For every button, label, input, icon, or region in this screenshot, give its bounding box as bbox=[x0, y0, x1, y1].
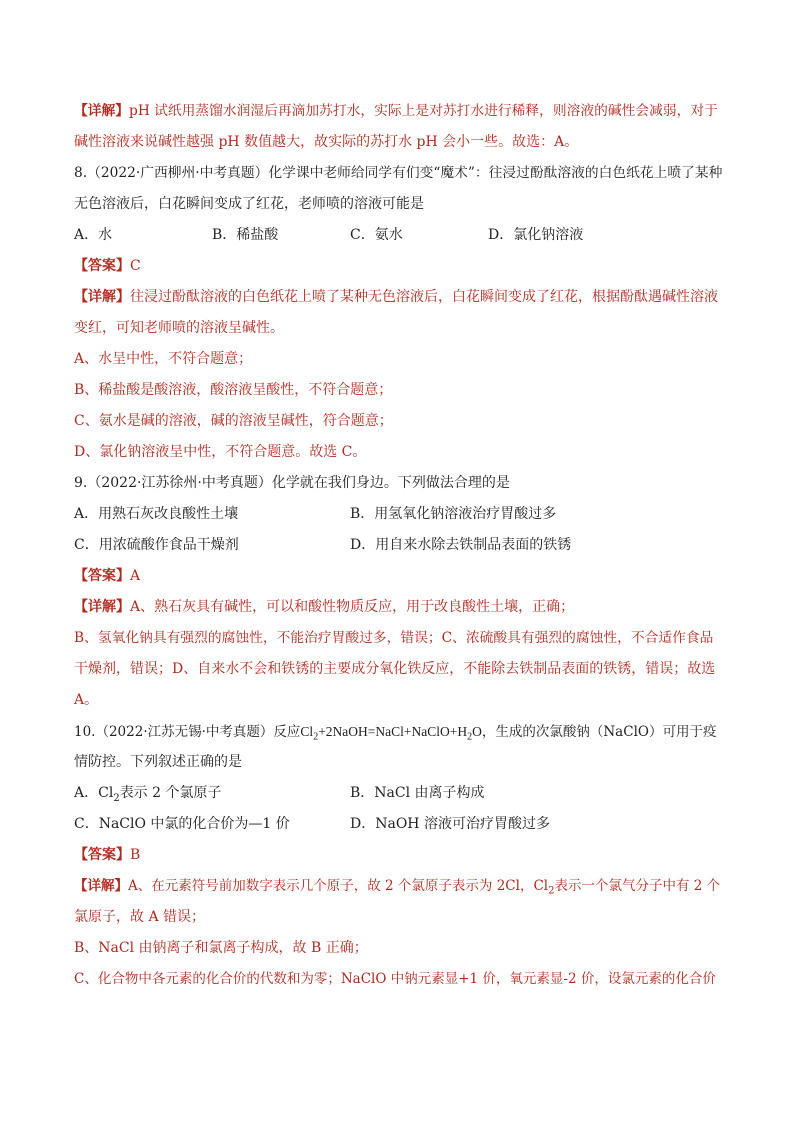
option-a: A．$Cl_2$表示 2 个氯原子 bbox=[74, 785, 222, 804]
answer-value: A bbox=[130, 568, 141, 584]
question-9-options bbox=[74, 499, 722, 530]
option-a: A．水 bbox=[74, 227, 113, 243]
option-c: C．用浓硫酸作食品干燥剂 bbox=[74, 537, 239, 553]
explain-line: D、氯化钠溶液呈中性，不符合题意。故选 C。 bbox=[74, 444, 367, 460]
answer-line bbox=[74, 840, 722, 871]
option-b: B．用氢氧化钠溶液治疗胃酸过多 bbox=[350, 506, 557, 522]
question-8-options bbox=[74, 220, 722, 251]
question-9-options bbox=[74, 530, 722, 561]
answer-line bbox=[74, 561, 722, 592]
option-c: C．NaClO 中氯的化合价为—1 价 bbox=[74, 816, 290, 832]
question-10-line: 情防控。下列叙述正确的是 bbox=[74, 754, 242, 770]
option-d: D．用自来水除去铁制品表面的铁锈 bbox=[350, 537, 572, 553]
explain-line: 【详解】往浸过酚酞溶液的白色纸花上喷了某种无色溶液后，白花瞬间变成了红花，根据酚酞遇碱性溶液 bbox=[74, 289, 718, 305]
explain-line: 【详解】A、熟石灰具有碱性，可以和酸性物质反应，用于改良酸性土壤，正确； bbox=[74, 599, 575, 615]
option-d: D．氯化钠溶液 bbox=[488, 227, 584, 243]
answer-value: B bbox=[130, 847, 141, 863]
explain-line: A。 bbox=[74, 692, 99, 708]
answer-tag: 【答案】 bbox=[74, 847, 130, 863]
question-10-line: 10.（2022·江苏无锡·中考真题）反应$Cl_2+2NaOH=NaCl+NaClO+H_2O$，生成的次氯酸钠（NaClO）可用于疫 bbox=[74, 724, 717, 743]
explain-line: A、水呈中性，不符合题意； bbox=[74, 351, 253, 367]
explain-tag: 【详解】 bbox=[74, 599, 130, 615]
explain-tag: 【详解】 bbox=[74, 289, 130, 305]
reaction-formula: $Cl_2+2NaOH=NaCl+NaClO+H_2O$ bbox=[300, 724, 482, 743]
answer-line bbox=[74, 251, 722, 282]
explain-line: 干燥剂，错误；D、自来水不会和铁锈的主要成分氧化铁反应，不能除去铁制品表面的铁锈，错误；故选 bbox=[74, 661, 716, 677]
option-c: C．氨水 bbox=[350, 227, 403, 243]
explain-line: C、氨水是碱的溶液，碱的溶液呈碱性，符合题意； bbox=[74, 413, 393, 429]
question-9-line: 9.（2022·江苏徐州·中考真题）化学就在我们身边。下列做法合理的是 bbox=[74, 475, 510, 491]
option-b: B．NaCl 由离子构成 bbox=[350, 785, 485, 801]
question-10-options bbox=[74, 809, 722, 840]
explain-line: B、稀盐酸是酸溶液，酸溶液呈酸性，不符合题意； bbox=[74, 382, 393, 398]
explain-line: C、化合物中各元素的化合价的代数和为零；NaClO 中钠元素显+1 价，氧元素显-2 价，设氯元素的化合价 bbox=[74, 971, 716, 987]
explain-line: 变红，可知老师喷的溶液呈碱性。 bbox=[74, 320, 284, 336]
question-8-line: 8.（2022·广西柳州·中考真题）化学课中老师给同学有们变“魔术”：往浸过酚酞溶液的白色纸花上喷了某种 bbox=[74, 165, 723, 181]
explain-line: B、氢氧化钠具有强烈的腐蚀性，不能治疗胃酸过多，错误；C、浓硫酸具有强烈的腐蚀性，不合适作食品 bbox=[74, 630, 714, 646]
answer-tag: 【答案】 bbox=[74, 568, 130, 584]
explain-tag: 【详解】 bbox=[74, 878, 128, 894]
option-d: D．NaOH 溶液可治疗胃酸过多 bbox=[350, 816, 550, 832]
explain-line: 【详解】pH 试纸用蒸馏水润湿后再滴加苏打水，实际上是对苏打水进行稀释，则溶液的碱性会减弱，对于 bbox=[74, 103, 718, 119]
explain-tag: 【详解】 bbox=[74, 103, 130, 119]
answer-value: C bbox=[130, 258, 141, 274]
question-8-line: 无色溶液后，白花瞬间变成了红花，老师喷的溶液可能是 bbox=[74, 196, 424, 212]
option-a: A．用熟石灰改良酸性土壤 bbox=[74, 506, 239, 522]
explain-line: 【详解】A、在元素符号前加数字表示几个原子，故 2 个氯原子表示为 2Cl，$Cl_2$表示一个氯气分子中有 2 个 bbox=[74, 878, 721, 897]
document-page bbox=[74, 96, 722, 995]
question-10-options bbox=[74, 778, 722, 809]
explain-line: 氯原子，故 A 错误； bbox=[74, 909, 206, 925]
explain-line: 碱性溶液来说碱性越强 pH 数值越大，故实际的苏打水 pH 会小一些。故选：A。 bbox=[74, 134, 579, 150]
option-b: B．稀盐酸 bbox=[212, 227, 279, 243]
explain-line: B、NaCl 由钠离子和氯离子构成，故 B 正确； bbox=[74, 940, 368, 956]
answer-tag: 【答案】 bbox=[74, 258, 130, 274]
